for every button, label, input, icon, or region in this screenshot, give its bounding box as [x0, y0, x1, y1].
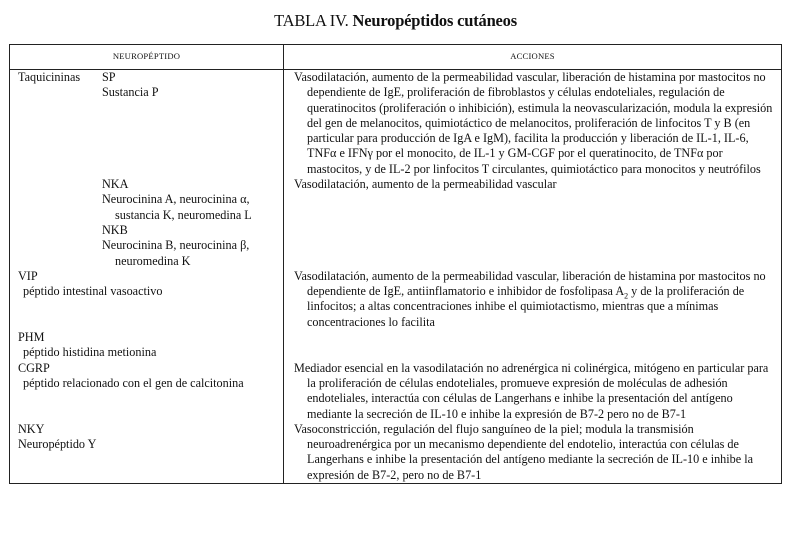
actions-cell — [284, 177, 782, 269]
neuropeptides-table — [9, 44, 782, 484]
table-row — [10, 177, 782, 269]
peptide-fullname: péptido relacionado con el gen de calcitonina — [23, 375, 244, 390]
actions-cell — [284, 361, 782, 422]
member-name: NKB — [102, 222, 128, 237]
peptide-abbrev: NKY — [18, 421, 45, 436]
member-name: sustancia K, neuromedina L — [115, 207, 252, 222]
table-title — [0, 11, 791, 31]
peptide-fullname: péptido intestinal vasoactivo — [23, 284, 163, 299]
header-row — [10, 45, 782, 70]
neuropeptide-cell — [10, 361, 284, 422]
actions-cell — [284, 269, 782, 330]
table-row — [10, 330, 782, 361]
peptide-abbrev: VIP — [18, 268, 38, 283]
neuropeptide-cell — [10, 330, 284, 361]
peptide-fullname: péptido histidina metionina — [23, 345, 157, 360]
actions-cell — [284, 422, 782, 484]
member-name: Neurocinina A, neurocinina α, — [102, 192, 250, 207]
table-row — [10, 422, 782, 484]
neuropeptide-cell — [10, 422, 284, 484]
table-title-number: TABLA IV. — [274, 11, 349, 30]
member-name: Neurocinina B, neurocinina β, — [102, 238, 250, 253]
action-text: Vasoconstricción, regulación del flujo sanguíneo de la piel; modula la transmisión neuroadrenérgica por un mecanismo dependiente del endotelio, interactúa con células de Langerhans e inhibe la presentación del antígeno mediante la secreción de IL-10 e inhibe la expresión de B7-2, pero no de B7-1 — [294, 421, 754, 482]
actions-cell — [284, 70, 782, 178]
header-neuropeptide: NEUROPÉPTIDO — [10, 45, 284, 70]
neuropeptide-cell — [10, 70, 284, 178]
table-row — [10, 361, 782, 422]
table-row — [10, 70, 782, 178]
member-name: SP — [102, 70, 116, 84]
peptide-fullname: Neuropéptido Y — [18, 437, 97, 452]
table-title-text: Neuropéptidos cutáneos — [352, 11, 517, 30]
family-name: Taquicininas — [18, 70, 81, 84]
action-text: Vasodilatación, aumento de la permeabilidad vascular, liberación de histamina por mastocitos no dependiente de IgE, proliferación de fibroblastos y células endoteliales, regulación de queratinocitos (proliferación o inhibición), estimula la neovascularización, modula la expresión del gen de melanocitos, quimiotáctico de melanocitos, proliferación de linfocitos T y B (en particular para producción de IgA e IgM), facilita la producción y liberación de IL-1, IL-6, TNFα e IFNγ por el monocito, de IL-1 y GM-CGF por el queratinocito, de TNFα por mastocitos, y de IL-2 por linfocitos T circulantes, quimiotáctico para monocitos y neutrófilos — [294, 70, 773, 176]
peptide-abbrev: PHM — [18, 330, 45, 345]
table-row — [10, 269, 782, 330]
member-name: NKA — [102, 177, 129, 192]
neuropeptide-cell — [10, 177, 284, 269]
action-text: Vasodilatación, aumento de la permeabilidad vascular, liberación de histamina por mastocitos no dependiente de IgE, antiinflamatorio e inhibidor de fosfolipasa $A_2$ y de la proliferación de linfocitos; a altas concentraciones inhibe el quimiotactismo, mientras que a mínimas concentraciones lo facilita — [294, 268, 766, 329]
action-text: Mediador esencial en la vasodilatación no adrenérgica ni colinérgica, mitógeno en particular para la proliferación de células endoteliales, promueve expresión de moléculas de adhesión endoteliales, interactúa con células de Langerhans e inhibe la presentación del antígeno mediante la secreción de IL-10 e inhibe la expresión de B7-2 pero no de B7-1 — [294, 360, 769, 421]
header-actions: ACCIONES — [284, 45, 782, 70]
member-name: Sustancia P — [102, 85, 159, 100]
neuropeptide-cell — [10, 269, 284, 330]
peptide-abbrev: CGRP — [18, 360, 50, 375]
actions-cell — [284, 330, 782, 361]
action-text: Vasodilatación, aumento de la permeabilidad vascular — [294, 177, 557, 192]
member-name: neuromedina K — [115, 253, 191, 268]
